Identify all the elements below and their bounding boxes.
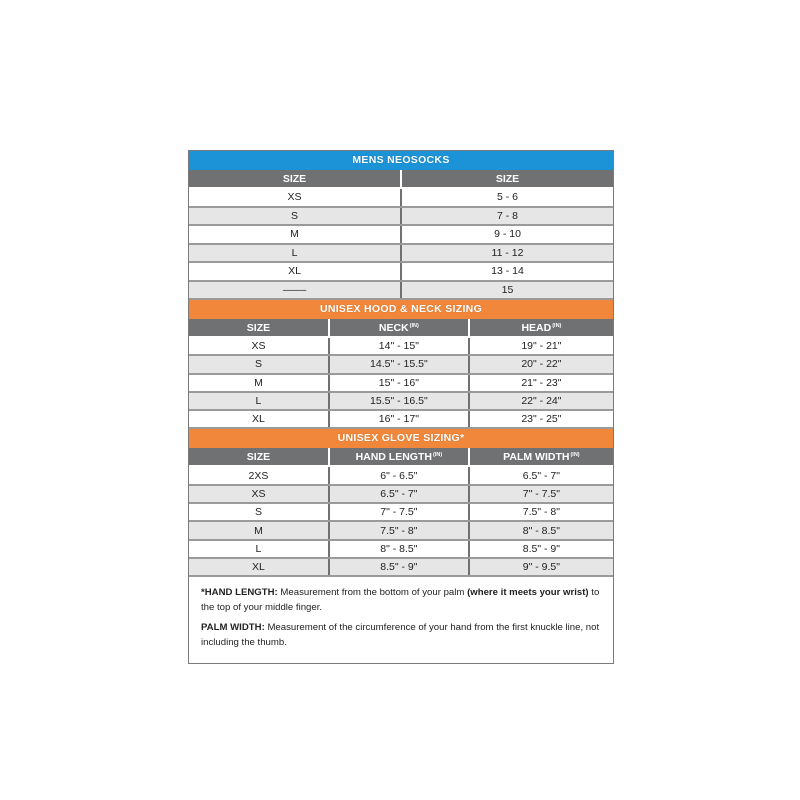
hood-header-neck: $NECK^{(IN)}$ xyxy=(329,319,469,337)
hand-length-note-text: Measurement from the bottom of your palm xyxy=(280,587,465,599)
size-chart xyxy=(188,150,614,664)
hood-table-cell: M xyxy=(189,374,329,392)
hood-table-cell: 14" - 15" xyxy=(329,337,469,355)
mens-table-row xyxy=(189,244,613,263)
glove-table-cell: 7.5" - 8" xyxy=(469,503,613,521)
mens-table-cell: 7 - 8 xyxy=(401,207,613,226)
glove-table-cell: 8" - 8.5" xyxy=(329,540,469,558)
glove-table-cell: 9" - 9.5" xyxy=(469,558,613,576)
glove-table-row xyxy=(189,540,613,558)
glove-table-row xyxy=(189,503,613,521)
glove-table-cell: XL xyxy=(189,558,329,576)
glove-table-cell: 6.5" - 7" xyxy=(329,485,469,503)
mens-table-cell: 9 - 10 xyxy=(401,225,613,244)
hood-table-row xyxy=(189,392,613,410)
sizing-notes xyxy=(189,577,613,663)
mens-table-cell: S xyxy=(189,207,401,226)
mens-table-row xyxy=(189,188,613,207)
hood-table-cell: XS xyxy=(189,337,329,355)
mens-table-row xyxy=(189,225,613,244)
mens-table-row xyxy=(189,281,613,300)
glove-header-palm-width: PALM $WIDTH^{(IN)}$ xyxy=(469,448,613,466)
hood-table-cell: S xyxy=(189,355,329,373)
mens-table-row xyxy=(189,262,613,281)
palm-width-note-label: PALM WIDTH: xyxy=(201,622,265,634)
glove-table-cell: S xyxy=(189,503,329,521)
mens-table-cell: L xyxy=(189,244,401,263)
glove-table-cell: 2XS xyxy=(189,466,329,484)
hood-table-row xyxy=(189,355,613,373)
hand-length-note-bold: (where it meets your wrist) xyxy=(467,587,589,599)
hood-table-cell: 19" - 21" xyxy=(469,337,613,355)
glove-table-cell: 8.5" - 9" xyxy=(469,540,613,558)
glove-table-cell: 8" - 8.5" xyxy=(469,521,613,539)
mens-table-row xyxy=(189,207,613,226)
hood-table-cell: 20" - 22" xyxy=(469,355,613,373)
hood-neck-banner: UNISEX HOOD & NECK SIZING xyxy=(189,300,613,319)
hood-table-cell: 22" - 24" xyxy=(469,392,613,410)
glove-table-cell: 7.5" - 8" xyxy=(329,521,469,539)
hand-length-note-label: *HAND LENGTH: xyxy=(201,587,278,599)
glove-header-row xyxy=(189,448,613,466)
glove-table-cell: 7" - 7.5" xyxy=(469,485,613,503)
hood-table-cell: XL xyxy=(189,410,329,428)
hood-table-row xyxy=(189,337,613,355)
glove-table-cell: 7" - 7.5" xyxy=(329,503,469,521)
glove-table-cell: 6.5" - 7" xyxy=(469,466,613,484)
glove-header-size: SIZE xyxy=(189,448,329,466)
mens-neosocks-table xyxy=(189,170,613,300)
palm-width-note xyxy=(201,621,601,650)
hood-table-cell: 15" - 16" xyxy=(329,374,469,392)
glove-table-row xyxy=(189,466,613,484)
mens-header-size: SIZE xyxy=(189,170,401,188)
hood-table-cell: 14.5" - 15.5" xyxy=(329,355,469,373)
mens-header-shoe-size: SIZE xyxy=(401,170,613,188)
hood-table-cell: 23" - 25" xyxy=(469,410,613,428)
glove-table xyxy=(189,448,613,577)
hood-header-row xyxy=(189,319,613,337)
hood-table-row xyxy=(189,410,613,428)
mens-table-cell: XS xyxy=(189,188,401,207)
glove-header-hand-length: HAND $LENGTH^{(IN)}$ xyxy=(329,448,469,466)
mens-header-row xyxy=(189,170,613,188)
mens-table-cell: 11 - 12 xyxy=(401,244,613,263)
hood-table-row xyxy=(189,374,613,392)
mens-table-cell: 15 xyxy=(401,281,613,300)
mens-table-cell: XL xyxy=(189,262,401,281)
glove-banner: UNISEX GLOVE SIZING* xyxy=(189,429,613,448)
mens-table-cell: M xyxy=(189,225,401,244)
hood-header-size: SIZE xyxy=(189,319,329,337)
glove-table-row xyxy=(189,485,613,503)
hand-length-note xyxy=(201,586,601,615)
hood-table-cell: L xyxy=(189,392,329,410)
hand-length-note-text-2: to the top of your middle finger. xyxy=(201,587,600,613)
glove-table-cell: 6" - 6.5" xyxy=(329,466,469,484)
glove-table-row xyxy=(189,558,613,576)
hood-neck-table xyxy=(189,319,613,429)
hood-table-cell: 15.5" - 16.5" xyxy=(329,392,469,410)
hood-table-cell: 21" - 23" xyxy=(469,374,613,392)
hood-table-cell: 16" - 17" xyxy=(329,410,469,428)
hood-header-head: $HEAD^{(IN)}$ xyxy=(469,319,613,337)
mens-table-cell: 5 - 6 xyxy=(401,188,613,207)
glove-table-cell: M xyxy=(189,521,329,539)
mens-neosocks-banner: MENS NEOSOCKS xyxy=(189,151,613,170)
mens-table-cell: 13 - 14 xyxy=(401,262,613,281)
glove-table-cell: XS xyxy=(189,485,329,503)
glove-table-cell: 8.5" - 9" xyxy=(329,558,469,576)
mens-table-cell: –––– xyxy=(189,281,401,300)
glove-table-cell: L xyxy=(189,540,329,558)
palm-width-note-text: Measurement of the circumference of your hand from the first knuckle line, not including the thumb. xyxy=(201,622,600,648)
glove-table-row xyxy=(189,521,613,539)
